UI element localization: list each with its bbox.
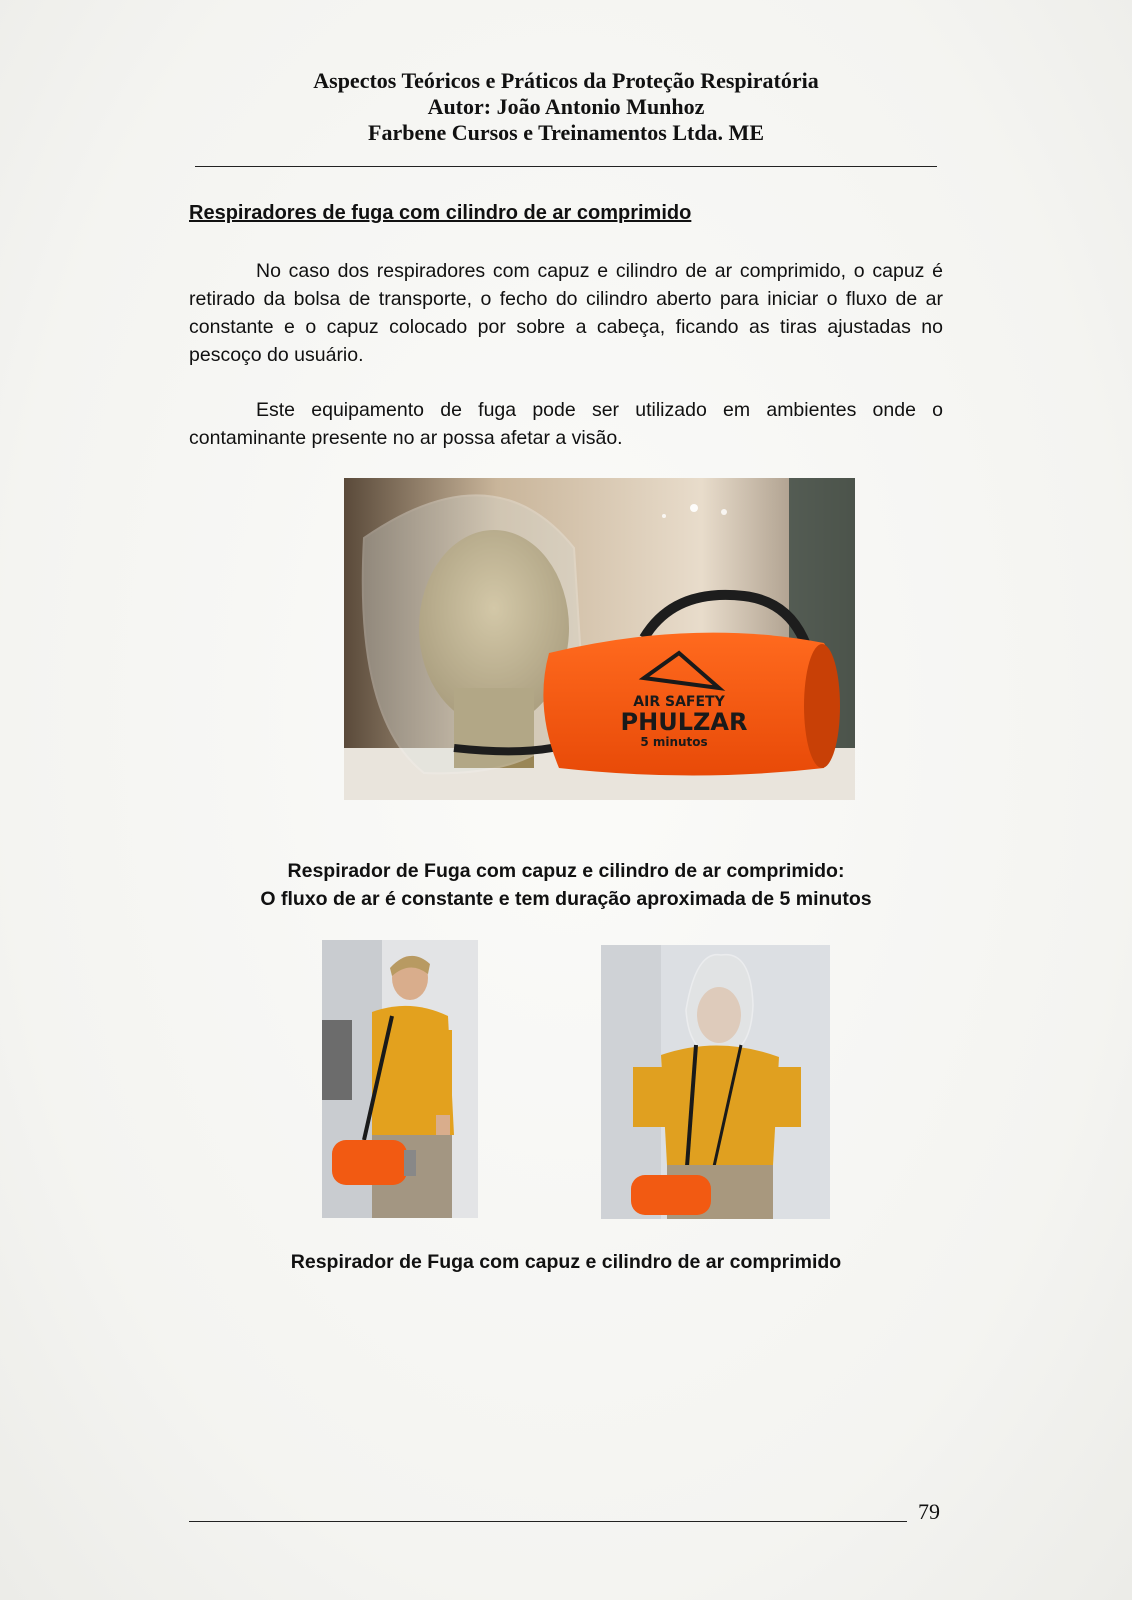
paragraph-1: No caso dos respiradores com capuz e cilindro de ar comprimido, o capuz é retirado da bolsa de transporte, o fecho do cilindro aberto para iniciar o fluxo de ar constante e o capuz colocado por sobre a cabeça, ficando as tiras ajustadas no pescoço do usuário.	[189, 260, 943, 366]
caption-1	[0, 857, 1132, 913]
photo-user-with-bag	[322, 940, 478, 1218]
caption-1-line-1: Respirador de Fuga com capuz e cilindro de ar comprimido:	[287, 860, 845, 882]
bag-duration-text: 5 minutos	[640, 735, 708, 749]
header-author: Autor: João Antonio Munhoz	[427, 94, 705, 119]
page-number: 79	[918, 1499, 940, 1524]
bag-brand-text: AIR SAFETY	[633, 694, 725, 710]
photo-user-wearing-hood	[601, 945, 830, 1219]
footer-divider	[189, 1521, 907, 1522]
header-title: Aspectos Teóricos e Práticos da Proteção Respiratória	[313, 68, 819, 93]
header-divider	[195, 166, 937, 167]
header-company: Farbene Cursos e Treinamentos Ltda. ME	[368, 120, 764, 145]
caption-1-line-2: O fluxo de ar é constante e tem duração aproximada de 5 minutos	[260, 888, 872, 910]
paragraph-2: Este equipamento de fuga pode ser utilizado em ambientes onde o contaminante presente no ar possa afetar a visão.	[189, 399, 943, 449]
caption-2: Respirador de Fuga com capuz e cilindro de ar comprimido	[290, 1251, 842, 1273]
photo-hood-and-bag	[344, 478, 855, 800]
document-header	[0, 68, 1132, 146]
bag-product-text: PHULZAR	[620, 708, 748, 736]
section-title: Respiradores de fuga com cilindro de ar comprimido	[189, 202, 692, 224]
